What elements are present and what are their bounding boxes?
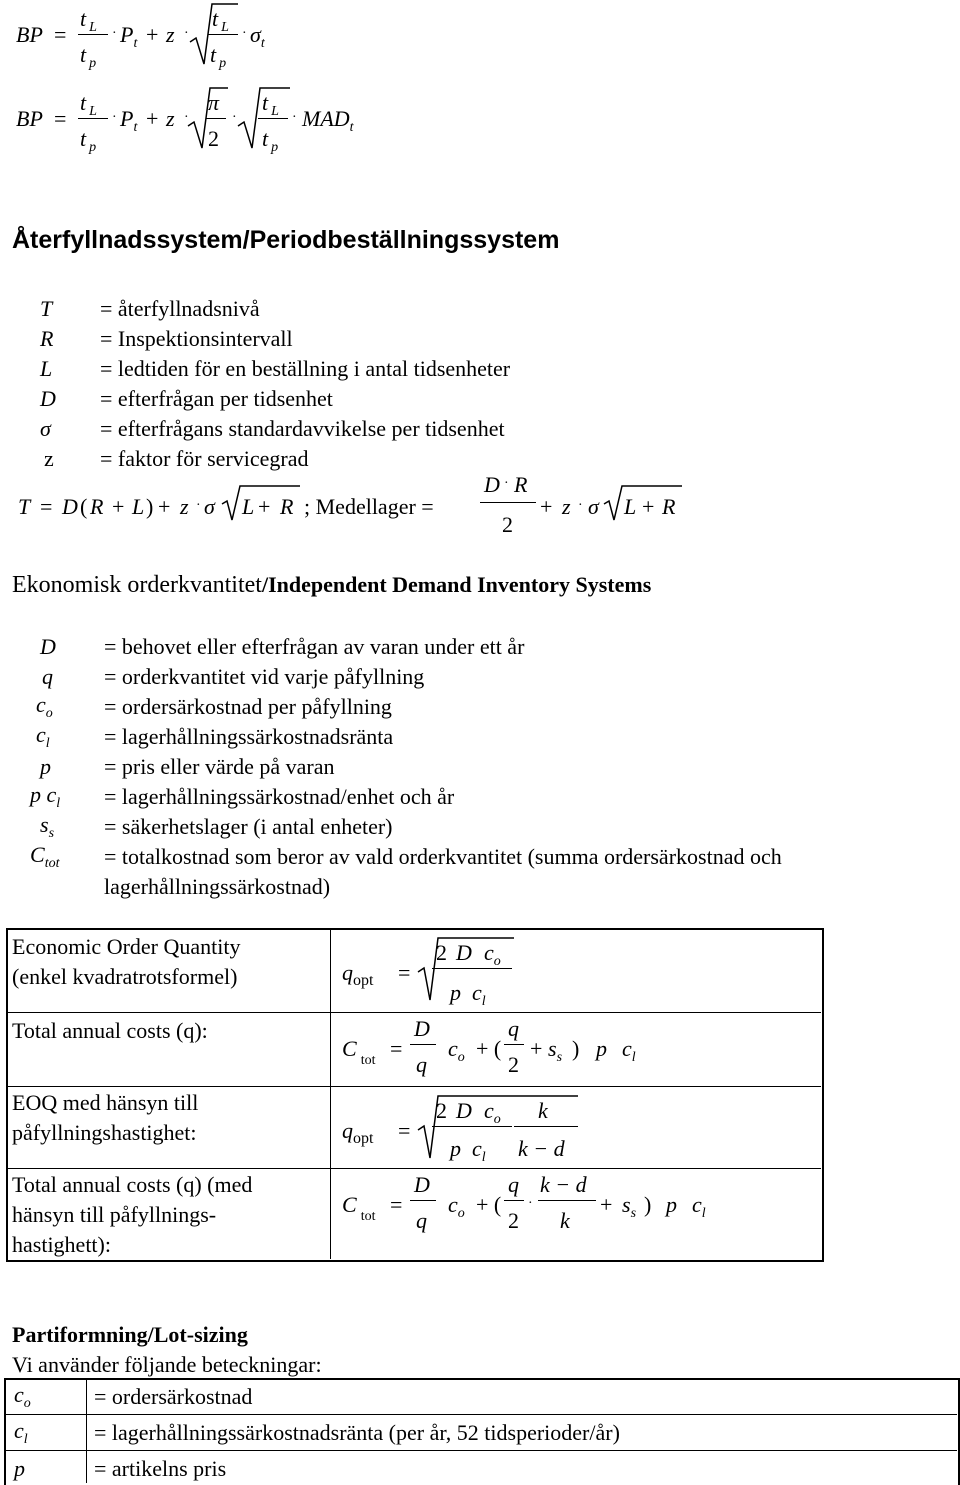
equals-sign: = bbox=[54, 22, 67, 47]
row-label: Total annual costs (q) (med bbox=[12, 1172, 253, 1197]
section-title-refill: Återfyllnadssystem/Periodbeställningssystem bbox=[12, 226, 560, 254]
row-label: Economic Order Quantity bbox=[12, 934, 241, 959]
frac-num: t $_L$ bbox=[80, 6, 97, 35]
lot-intro: Vi använder följande beteckningar: bbox=[12, 1352, 322, 1377]
bp-label: BP bbox=[16, 22, 43, 47]
row-label: EOQ med hänsyn till bbox=[12, 1090, 199, 1115]
p-t: $P_t$ bbox=[120, 22, 138, 51]
section-title-lot: Partiformning/Lot-sizing bbox=[12, 1322, 248, 1347]
frac-den: t $_p$ bbox=[80, 42, 97, 71]
medellager-label: ; Medellager = bbox=[304, 494, 434, 519]
row-label: Total annual costs (q): bbox=[12, 1018, 208, 1043]
section-title-eoq: Ekonomisk orderkvantitet/Independent Demand Inventory Systems bbox=[12, 572, 652, 598]
